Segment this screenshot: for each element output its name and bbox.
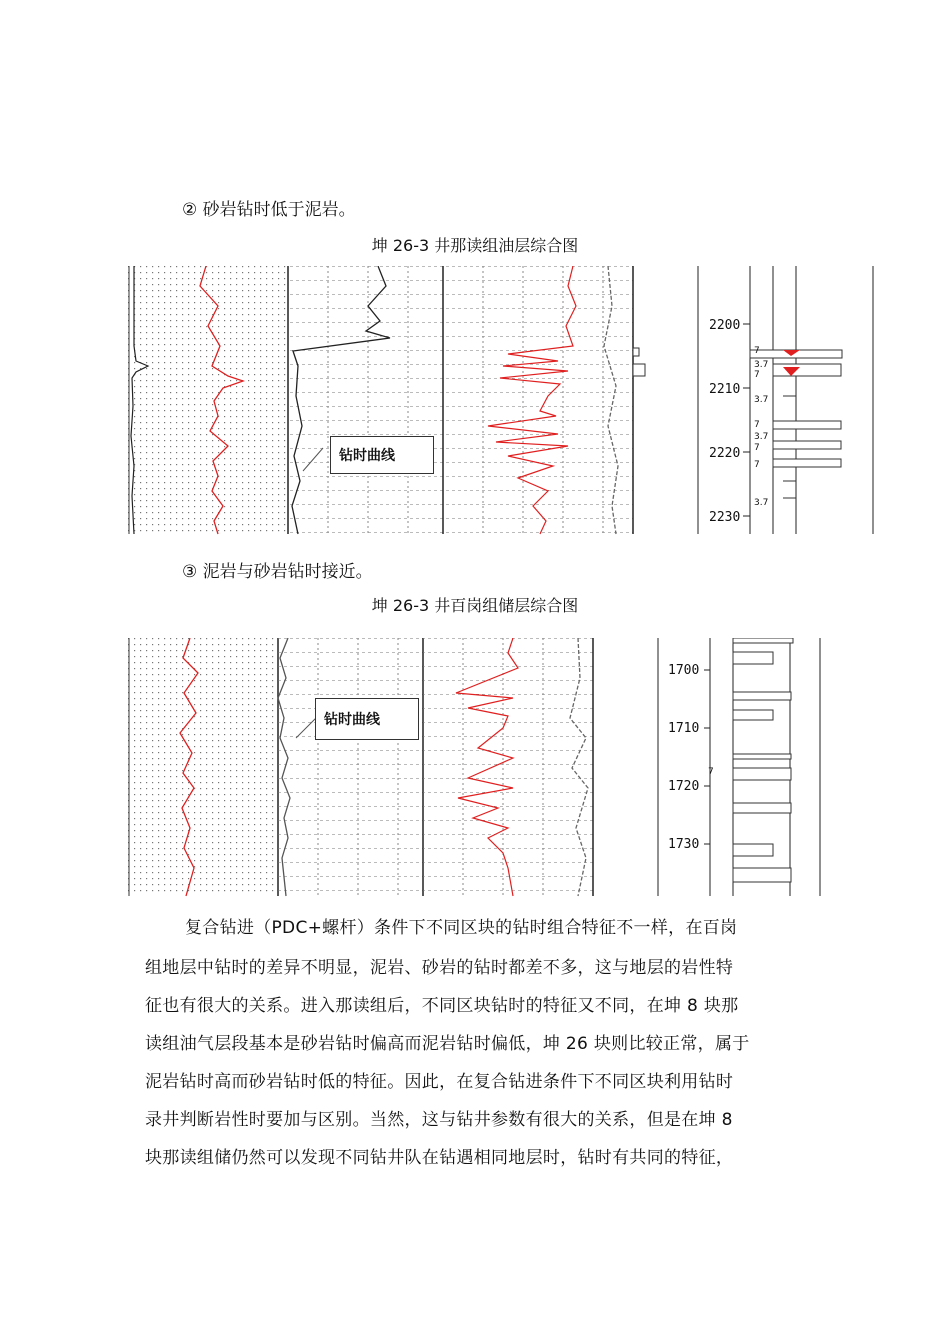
log-figure-1 bbox=[128, 266, 888, 536]
depth-label: 2230 bbox=[709, 510, 741, 525]
paragraph-line: 读组油气层段基本是砂岩钻时偏高而泥岩钻时偏低，坤 26 块则比较正常，属于 bbox=[145, 1034, 750, 1054]
lith-value: 7 bbox=[754, 346, 760, 356]
paragraph-line: 征也有很大的关系。进入那读组后，不同区块钻时的特征又不同，在坤 8 块那 bbox=[145, 996, 739, 1016]
section-heading: ② 砂岩钻时低于泥岩。 bbox=[182, 200, 356, 220]
depth-label: 2210 bbox=[709, 382, 741, 397]
depth-label: 2220 bbox=[709, 446, 741, 461]
depth-label: 1710 bbox=[668, 721, 700, 736]
lith-value: 3.7 bbox=[754, 395, 769, 405]
lith-value: 3.7 bbox=[754, 498, 769, 508]
paragraph-line: 泥岩钻时高而砂岩钻时低的特征。因此，在复合钻进条件下不同区块利用钻时 bbox=[145, 1072, 734, 1092]
lith-value: 3.7 bbox=[754, 432, 769, 442]
paragraph-line: 块那读组储仍然可以发现不同钻井队在钻遇相同地层时，钻时有共同的特征， bbox=[145, 1148, 734, 1168]
paragraph-line: 组地层中钻时的差异不明显，泥岩、砂岩的钻时都差不多，这与地层的岩性特 bbox=[145, 958, 734, 978]
depth-label: 1720 bbox=[668, 779, 700, 794]
depth-label: 1730 bbox=[668, 837, 700, 852]
lith-value: 7 bbox=[754, 420, 760, 430]
callout-label: 钻时曲线 bbox=[315, 698, 419, 740]
lith-value: 7 bbox=[754, 443, 760, 453]
section-heading: ③ 泥岩与砂岩钻时接近。 bbox=[182, 562, 373, 582]
lith-value: 3.7 bbox=[754, 360, 769, 370]
lith-value: 7 bbox=[754, 370, 760, 380]
callout-label: 钻时曲线 bbox=[330, 436, 434, 474]
figure-caption: 坤 26-3 井百岗组储层综合图 bbox=[371, 596, 579, 615]
lith-value: 7 bbox=[708, 767, 714, 777]
figure-caption: 坤 26-3 井那读组油层综合图 bbox=[371, 236, 579, 255]
depth-label: 2200 bbox=[709, 318, 741, 333]
paragraph-line: 复合钻进（PDC+螺杆）条件下不同区块的钻时组合特征不一样，在百岗 bbox=[185, 918, 738, 938]
depth-label: 1700 bbox=[668, 663, 700, 678]
log-figure-2 bbox=[128, 638, 888, 898]
paragraph-line: 录井判断岩性时要加与区别。当然，这与钻井参数有很大的关系，但是在坤 8 bbox=[145, 1110, 733, 1130]
lith-value: 7 bbox=[754, 460, 760, 470]
